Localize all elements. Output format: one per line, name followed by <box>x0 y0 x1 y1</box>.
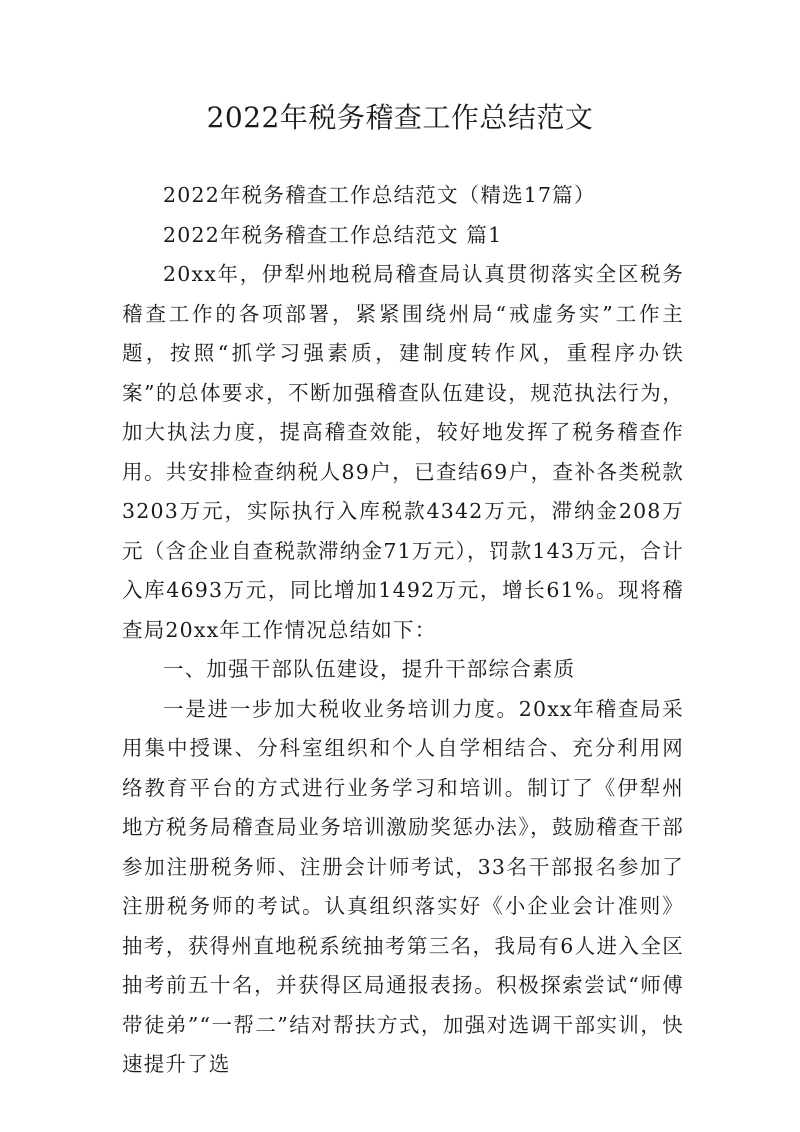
paragraph-summary: 20xx年，伊犁州地税局稽查局认真贯彻落实全区税务稽查工作的各项部署，紧紧围绕州局“戒虚务实”工作主题，按照“抓学习强素质，建制度转作风，重程序办铁案”的总体要求，不断加强稽查队伍建设，规范执法行为，加大执法力度，提高稽查效能，较好地发挥了税务稽查作用。共安排检查纳税人89户，已查结69户，查补各类税款3203万元，实际执行入库税款4342万元，滞纳金208万元（含企业自查税款滞纳金71万元），罚款143万元，合计入库4693万元，同比增加1492万元，增长61%。现将稽查局20xx年工作情况总结如下： <box>122 262 684 642</box>
paragraph-section-heading: 2022年税务稽查工作总结范文 篇1 <box>163 222 503 247</box>
paragraph-heading-one: 一、加强干部队伍建设，提升干部综合素质 <box>163 657 576 681</box>
document-title: 2022年税务稽查工作总结范文 <box>206 101 594 134</box>
paragraph-subtitle: 2022年税务稽查工作总结范文（精选17篇） <box>163 183 596 207</box>
document-body <box>122 176 684 1085</box>
paragraph-training: 一是进一步加大税收业务培训力度。20xx年稽查局采用集中授课、分科室组织和个人自学相结合、充分利用网络教育平台的方式进行业务学习和培训。制订了《伊犁州地方税务局稽查局业务培训激励奖惩办法》，鼓励稽查干部参加注册税务师、注册会计师考试，33名干部报名参加了注册税务师的考试。认真组织落实好《小企业会计准则》抽考，获得州直地税系统抽考第三名，我局有6人进入全区抽考前五十名，并获得区局通报表扬。积极探索尝试“师傅带徒弟”“一帮二”结对帮扶方式，加强对选调干部实训，快速提升了选 <box>122 696 684 1076</box>
